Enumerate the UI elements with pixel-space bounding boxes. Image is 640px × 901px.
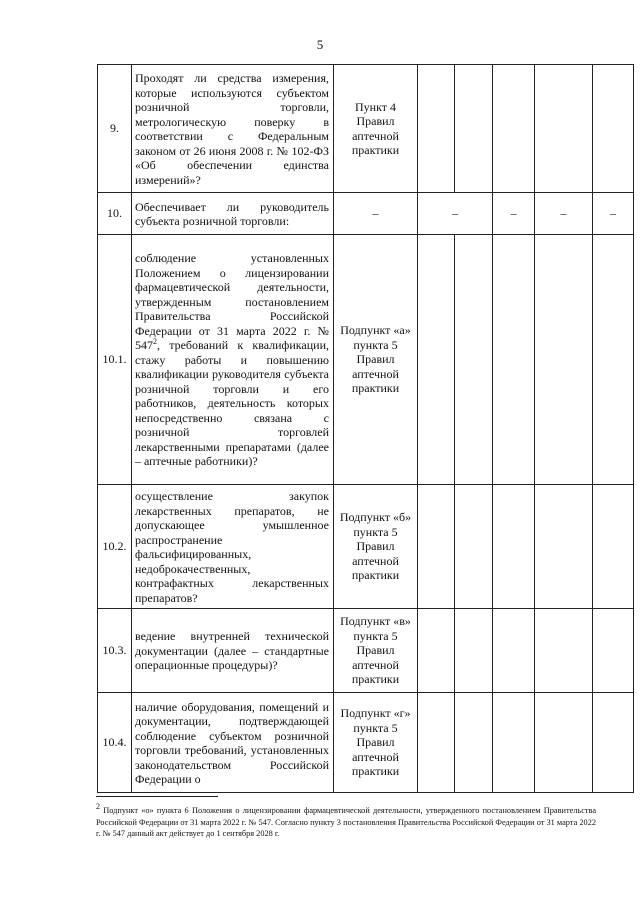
table-row (98, 485, 634, 609)
answer-cell[interactable] (455, 693, 493, 793)
answer-cell[interactable] (593, 693, 634, 793)
answer-cell: – (493, 193, 535, 235)
table-row (98, 609, 634, 693)
answer-cell[interactable] (455, 485, 493, 609)
answer-cell[interactable] (535, 609, 593, 693)
answer-cell[interactable] (593, 485, 634, 609)
row-number: 10.4. (98, 693, 132, 793)
row-number: 10. (98, 193, 132, 235)
answer-cell[interactable] (593, 235, 634, 485)
checklist-table (97, 64, 634, 793)
answer-cell[interactable] (493, 693, 535, 793)
question-text: Обеспечивает ли руководитель субъекта розничной торговли: (132, 193, 334, 235)
footnote-marker: 2 (153, 337, 157, 347)
question-text-part: , требований к квалификации, стажу работы и повышению квалификации руководителя субъекта розничной торговли и его работников, деятельность которых непосредственно связана с розничной торговлей лекарственными препаратами (далее – аптечные работники)? (135, 338, 329, 469)
answer-cell[interactable] (455, 235, 493, 485)
question-text: Проходят ли средства измерения, которые используются субъектом розничной торговли, метрологическую поверку в соответствии с Федеральным законом от 26 июня 2008 г. № 102-ФЗ «Об обеспечении единства измерений»? (132, 65, 334, 193)
row-number: 9. (98, 65, 132, 193)
question-text (132, 235, 334, 485)
answer-cell[interactable] (493, 65, 535, 193)
row-number: 10.3. (98, 609, 132, 693)
answer-cell[interactable] (535, 235, 593, 485)
answer-cell: – (593, 193, 634, 235)
answer-cell[interactable] (418, 609, 455, 693)
table-row (98, 235, 634, 485)
answer-cell[interactable] (535, 693, 593, 793)
legal-reference: Подпункт «г» пункта 5 Правил аптечной практики (334, 693, 418, 793)
table-row (98, 693, 634, 793)
table-row (98, 65, 634, 193)
answer-cell[interactable] (493, 609, 535, 693)
answer-cell[interactable] (455, 609, 493, 693)
answer-cell: – (535, 193, 593, 235)
legal-reference: Подпункт «а» пункта 5 Правил аптечной практики (334, 235, 418, 485)
answer-cell[interactable] (493, 485, 535, 609)
answer-cell[interactable] (455, 65, 493, 193)
footnote-marker: 2 (96, 802, 100, 812)
legal-reference: Подпункт «б» пункта 5 Правил аптечной практики (334, 485, 418, 609)
answer-cell[interactable] (418, 485, 455, 609)
question-text: наличие оборудования, помещений и документации, подтверждающей соблюдение субъектом розничной торговли требований, установленных законодательством Российской Федерации о (132, 693, 334, 793)
answer-cell[interactable] (418, 235, 455, 485)
page-number: 5 (316, 37, 324, 52)
answer-cell[interactable] (493, 235, 535, 485)
table-row (98, 193, 634, 235)
answer-cell: – (418, 193, 493, 235)
answer-cell[interactable] (418, 65, 455, 193)
question-text-part: соблюдение установленных Положением о лицензировании фармацевтической деятельности, утвержденным постановлением Правительства Российской Федерации от 31 марта 2022 г. № 547 (135, 251, 329, 353)
answer-cell[interactable] (535, 65, 593, 193)
answer-cell[interactable] (593, 609, 634, 693)
footnote (96, 802, 596, 840)
row-number: 10.2. (98, 485, 132, 609)
footnote-text: Подпункт «о» пункта 6 Положения о лицензировании фармацевтической деятельности, утвержденного постановлением Правительства Российской Федерации от 31 марта 2022 г. № 547. Согласно пункту 3 постановления Правительства Российской Федерации от 31 марта 2022 г. № 547 данный акт действует до 1 сентября 2028 г. (96, 806, 596, 838)
legal-reference: – (334, 193, 418, 235)
question-text: осуществление закупок лекарственных препаратов, не допускающее умышленное распространение фальсифицированных, недоброкачественных, контрафактных лекарственных препаратов? (132, 485, 334, 609)
answer-cell[interactable] (593, 65, 634, 193)
legal-reference: Подпункт «в» пункта 5 Правил аптечной практики (334, 609, 418, 693)
footnote-divider (96, 796, 218, 797)
question-text: ведение внутренней технической документации (далее – стандартные операционные процедуры)? (132, 609, 334, 693)
row-number: 10.1. (98, 235, 132, 485)
legal-reference: Пункт 4 Правил аптечной практики (334, 65, 418, 193)
answer-cell[interactable] (535, 485, 593, 609)
answer-cell[interactable] (418, 693, 455, 793)
